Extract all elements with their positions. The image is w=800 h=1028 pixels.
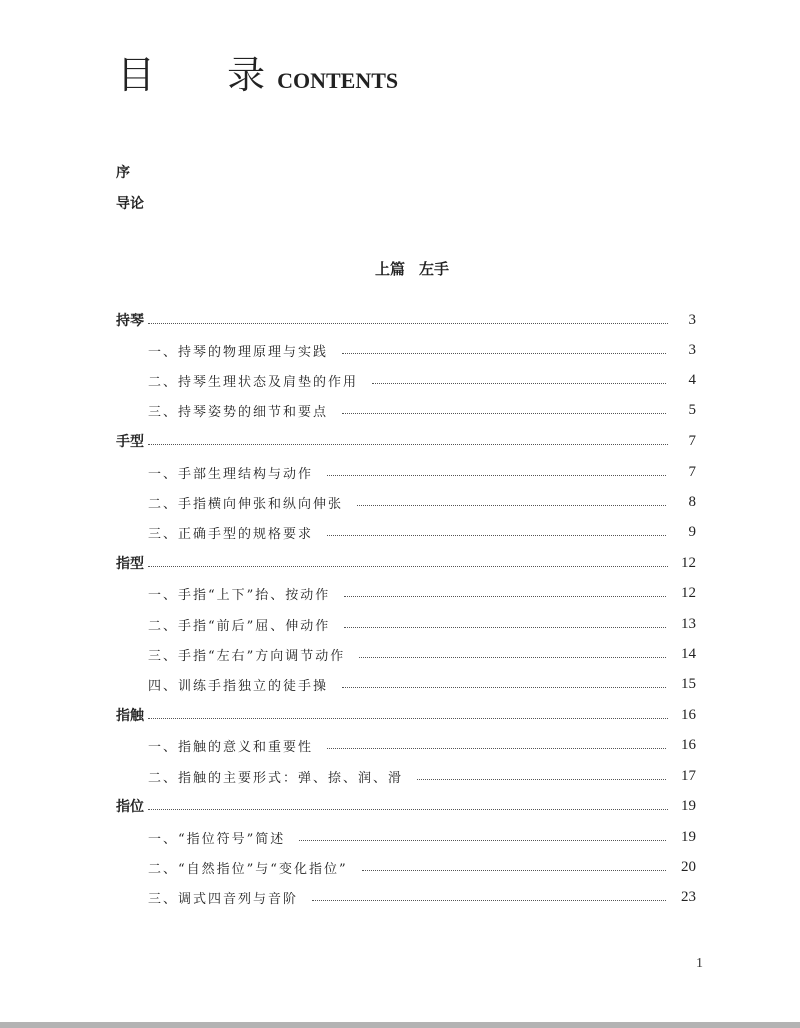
toc-entry-label: 三、正确手型的规格要求 xyxy=(148,526,314,542)
toc-entry-label: 四、训练手指独立的徒手操 xyxy=(148,678,329,694)
toc-page-number: 7 xyxy=(688,432,696,449)
toc-page-number: 16 xyxy=(681,736,696,753)
toc-entry-label: 三、持琴姿势的细节和要点 xyxy=(148,404,329,420)
toc-chapter[interactable] xyxy=(116,430,696,452)
toc-section[interactable] xyxy=(116,826,696,848)
toc-entry-label: 二、手指横向伸张和纵向伸张 xyxy=(148,496,344,512)
toc-entry-label: 三、调式四音列与音阶 xyxy=(148,891,299,907)
dot-leader xyxy=(327,748,666,749)
dot-leader xyxy=(148,444,668,445)
toc-page-number: 12 xyxy=(681,584,696,601)
toc-chapter[interactable] xyxy=(116,552,696,574)
dot-leader xyxy=(417,779,666,780)
toc-entry-label: 二、指触的主要形式：弹、捺、润、滑 xyxy=(148,770,404,786)
toc-page-number: 13 xyxy=(681,615,696,632)
toc-page-number: 19 xyxy=(681,797,696,814)
toc-section[interactable] xyxy=(116,673,696,695)
toc-section[interactable] xyxy=(116,643,696,665)
toc-entry-label: 指位 xyxy=(116,799,144,815)
part-subtitle: 左手 xyxy=(419,260,450,278)
part-name: 上篇 xyxy=(374,260,405,278)
toc-page-number: 8 xyxy=(688,493,696,510)
toc-section[interactable] xyxy=(116,856,696,878)
toc-entry-label: 手型 xyxy=(116,434,144,450)
front-matter-introduction[interactable]: 导论 xyxy=(116,196,144,212)
toc-entry-label: 一、手部生理结构与动作 xyxy=(148,466,314,482)
toc-section[interactable] xyxy=(116,399,696,421)
dot-leader xyxy=(359,657,666,658)
toc-chapter[interactable] xyxy=(116,309,696,331)
toc-page-number: 9 xyxy=(688,523,696,540)
toc-section[interactable] xyxy=(116,613,696,635)
toc-entry-label: 一、指触的意义和重要性 xyxy=(148,739,314,755)
page-number: 1 xyxy=(696,956,703,971)
dot-leader xyxy=(299,840,666,841)
dot-leader xyxy=(344,627,666,628)
toc-chapter[interactable] xyxy=(116,704,696,726)
dot-leader xyxy=(357,505,666,506)
toc-page-number: 4 xyxy=(688,371,696,388)
toc-section[interactable] xyxy=(116,886,696,908)
toc-chapter[interactable] xyxy=(116,795,696,817)
toc-page-number: 12 xyxy=(681,554,696,571)
toc-entry-label: 指触 xyxy=(116,708,144,724)
toc-entry-label: 一、手指“上下”抬、按动作 xyxy=(148,587,331,603)
dot-leader xyxy=(148,566,668,567)
toc-entry-label: 二、“自然指位”与“变化指位” xyxy=(148,861,348,877)
toc-section[interactable] xyxy=(116,734,696,756)
dot-leader xyxy=(344,596,666,597)
toc-heading xyxy=(117,44,399,97)
toc-section[interactable] xyxy=(116,339,696,361)
dot-leader xyxy=(327,535,666,536)
dot-leader xyxy=(148,323,668,324)
toc-section[interactable] xyxy=(116,765,696,787)
toc-entry-label: 二、手指“前后”屈、伸动作 xyxy=(148,618,331,634)
toc-page-number: 5 xyxy=(688,401,696,418)
toc-entry-label: 指型 xyxy=(116,556,144,572)
toc-page-number: 16 xyxy=(681,706,696,723)
toc-section[interactable] xyxy=(116,521,696,543)
dot-leader xyxy=(342,353,666,354)
toc-entry-label: 持琴 xyxy=(116,313,144,329)
toc-page-number: 15 xyxy=(681,675,696,692)
part-heading xyxy=(0,258,800,279)
toc-page-number: 23 xyxy=(681,888,696,905)
dot-leader xyxy=(342,687,666,688)
viewer-bottom-edge xyxy=(0,1022,800,1028)
toc-entry-label: 一、持琴的物理原理与实践 xyxy=(148,344,329,360)
toc-heading-english: CONTENTS xyxy=(277,68,399,93)
toc-page-number: 7 xyxy=(688,463,696,480)
front-matter-preface[interactable]: 序 xyxy=(116,165,130,181)
toc-page-number: 3 xyxy=(688,311,696,328)
dot-leader xyxy=(372,383,666,384)
toc-heading-chinese: 目 录 xyxy=(117,53,296,97)
toc-page-number: 17 xyxy=(681,767,696,784)
dot-leader xyxy=(362,870,666,871)
toc-page-number: 14 xyxy=(681,645,696,662)
dot-leader xyxy=(327,475,666,476)
toc-entry-label: 二、持琴生理状态及肩垫的作用 xyxy=(148,374,359,390)
toc-page-number: 20 xyxy=(681,858,696,875)
toc-entry-label: 三、手指“左右”方向调节动作 xyxy=(148,648,346,664)
toc-page-number: 3 xyxy=(688,341,696,358)
toc-section[interactable] xyxy=(116,369,696,391)
toc-section[interactable] xyxy=(116,582,696,604)
toc-page-number: 19 xyxy=(681,828,696,845)
dot-leader xyxy=(148,718,668,719)
toc-section[interactable] xyxy=(116,491,696,513)
dot-leader xyxy=(312,900,666,901)
toc-entry-label: 一、“指位符号”简述 xyxy=(148,831,286,847)
dot-leader xyxy=(342,413,666,414)
toc-section[interactable] xyxy=(116,461,696,483)
dot-leader xyxy=(148,809,668,810)
